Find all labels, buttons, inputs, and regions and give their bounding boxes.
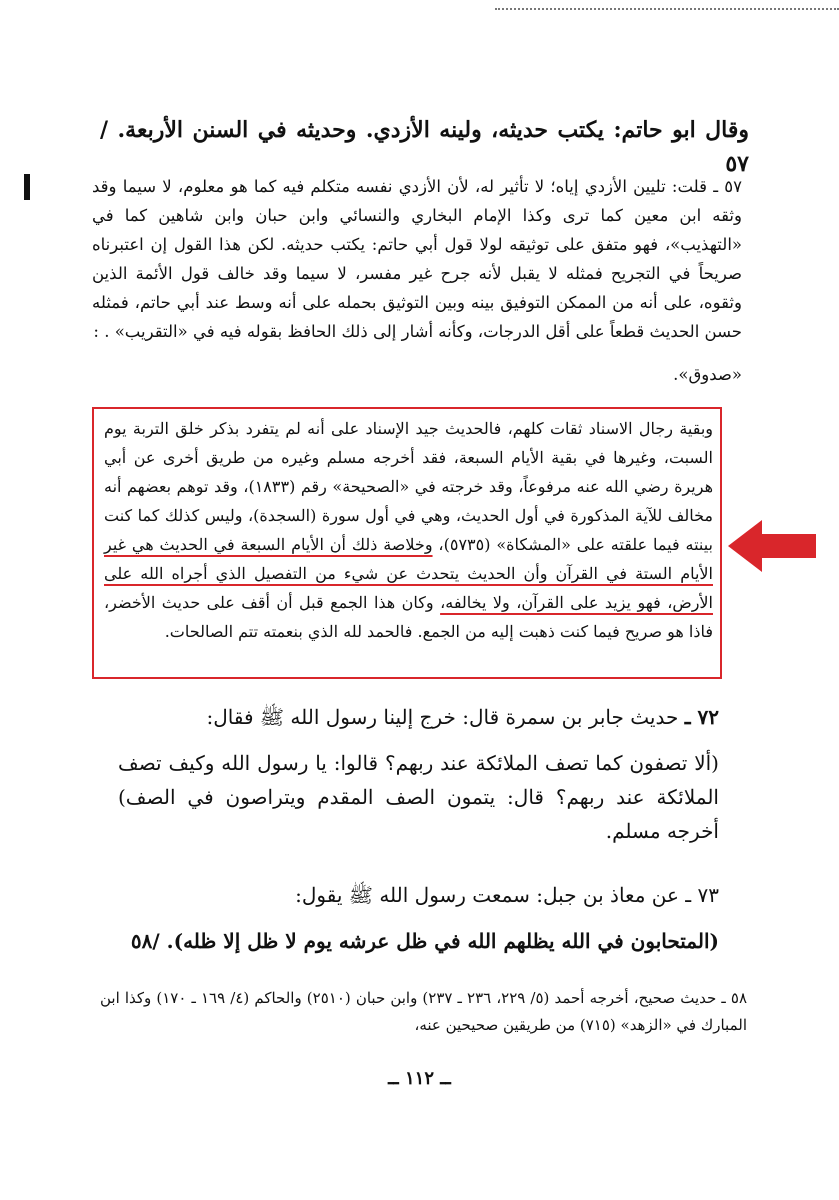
top-dotted-border [495, 8, 839, 10]
hadith-73-number: ٧٣ ـ [685, 883, 719, 907]
hadith-72-intro-text: حديث جابر بن سمرة قال: خرج إلينا رسول الله ﷺ فقال: [206, 705, 679, 729]
hadith-72-intro [118, 700, 719, 734]
margin-mark [24, 174, 30, 200]
footnote-57-paragraph: ٥٧ ـ قلت: تليين الأزدي إياه؛ لا تأثير له، لأن الأزدي نفسه متكلم فيه كما هو معلوم، لا سيما وقد وثقه ابن معين كما ترى وكذا الإمام البخاري والنسائي وابن حبان وابن شاهين كما في «التهذيب»، فهو متفق على توثيقه لولا قول أبي حاتم: يكتب حديثه. لكن هذا القول إن اعتبرناه صريحاً في التجريح فمثله لا يقبل لأنه جرح غير مفسر، لا سيما وقد خالف قول الأئمة الذين وثقوه، على أنه من الممكن التوفيق بينه وبين التوثيق بحمله على أنه وسط عند أبي حاتم، فمثله حسن الحديث قطعاً على أقل الدرجات، وكأنه أشار إلى ذلك الحافظ بقوله فيه في «التقريب» . : [92, 177, 742, 341]
footnote-58 [100, 985, 747, 1039]
footnote-57-sadooq: «صدوق». [673, 365, 742, 384]
hadith-73-intro-line [118, 878, 719, 912]
annotated-paragraph [104, 414, 713, 646]
hadith-72-number: ٧٢ ـ [684, 705, 719, 729]
annotated-passage [104, 414, 713, 646]
underlined-conclusion: وخلاصة ذلك أن الأيام السبعة في الحديث هي غير الأيام الستة في القرآن وأن الحديث يتحدث عن شيء من التفصيل الذي أجراه الله على الأرض، فهو يزيد على القرآن، ولا يخالفه، [104, 535, 713, 612]
hadith-72-body [118, 746, 719, 848]
hadith-73-intro-text: عن معاذ بن جبل: سمعت رسول الله ﷺ يقول: [295, 883, 679, 907]
hadith-73-body [118, 924, 719, 958]
annotated-part-3: وكان هذا الجمع قبل أن أقف على حديث الأخضر، فاذا هو صريح فيما كنت ذهبت إليه من الجمع. فالحمد لله الذي بنعمته تتم الصالحات. [104, 593, 713, 641]
footnote-57 [92, 172, 742, 389]
red-arrow-left-icon [728, 518, 816, 574]
hadith-72-intro-line [118, 700, 719, 734]
hadith-73-text: (المتحابون في الله يظلهم الله في ظل عرشه يوم لا ظل إلا ظله). /٥٨ [130, 929, 719, 953]
page-number: ــ ١١٢ ــ [388, 1068, 451, 1089]
narrator-assessment-line: وقال ابو حاتم: يكتب حديثه، ولينه الأزدي. وحديثه في السنن الأربعة. /٥٧ [100, 117, 749, 177]
hadith-73-intro [118, 878, 719, 912]
hadith-72-text: (ألا تصفون كما تصف الملائكة عند ربهم؟ قالوا: يا رسول الله وكيف تصف الملائكة عند ربهم؟ قال: يتمون الصف المقدم ويتراصون في الصف) أخرجه مسلم. [118, 751, 719, 843]
footnote-58-text: ٥٨ ـ حديث صحيح، أخرجه أحمد (٥/ ٢٢٩، ٢٣٦ ـ ٢٣٧) وابن حبان (٢٥١٠) والحاكم (٤/ ١٦٩ ـ ١٧٠) وكذا ابن المبارك في «الزهد» (٧١٥) من طريقين صحيحين عنه، [100, 989, 748, 1034]
annotated-part-1: وبقية رجال الاسناد ثقات كلهم، فالحديث جيد الإسناد على أنه لم يتفرد بذكر خلق التربة يوم السبت، وغيرها في بقية الأيام السبعة، فقد أخرجه مسلم وغيره من طريق أخرى عن أبي هريرة رضي الله عنه مرفوعاً، وقد خرجته في «الصحيحة» رقم (١٨٣٣)، وقد توهم بعضهم أنه مخالف للآية المذكورة في أول الحديث، وهي في أول سورة (السجدة)، وليس كذلك كما كنت بينته فيما علقته على «المشكاة» (٥٧٣٥)، [104, 419, 714, 554]
